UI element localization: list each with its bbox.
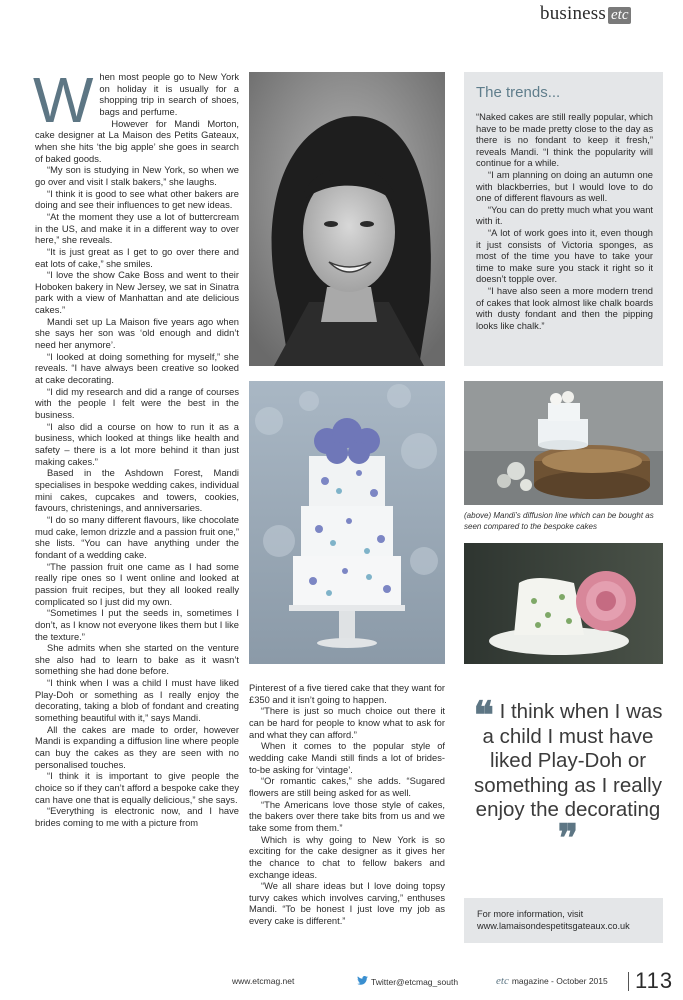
etc-logo: etc: [608, 7, 631, 24]
page-footer: [0, 970, 683, 994]
paragraph: “It is just great as I get to go over there and eat lots of cake,” she smiles.: [35, 246, 239, 269]
paragraph: “The Americans love those style of cakes, the bakers over there take bits from us and we take some from them.”: [249, 799, 445, 833]
paragraph: However for Mandi Morton, cake designer at La Maison des Petits Gateaux, when she hits ‘the big apple’ she goes in search of baked goods.: [35, 118, 239, 164]
article-column-2: [249, 683, 445, 928]
etc-logo-small: etc: [496, 975, 509, 987]
close-quote-icon: ❞: [557, 817, 579, 860]
paragraph: Pinterest of a five tiered cake that they want for £350 and it isn’t going to happen.: [249, 683, 445, 705]
twitter-bird-icon: [357, 976, 368, 987]
paragraph: “You can do pretty much what you want with it.: [476, 204, 653, 227]
article-column-1: [33, 64, 239, 830]
drop-cap: W: [33, 64, 94, 136]
paragraph: “Or romantic cakes,” she adds. “Sugared flowers are still being asked for as well.: [249, 776, 445, 798]
section-brand: [540, 4, 631, 24]
paragraph: “A lot of work goes into it, even though it just consists of Victoria sponges, as most of the time you have to take your time to make sure you stack it right so it doesn’t topple over.: [476, 227, 653, 285]
paragraph: Based in the Ashdown Forest, Mandi specialises in bespoke wedding cakes, individual mini cakes, cupcakes and towers, cookies, favours, christenings, and anniversaries.: [35, 468, 239, 514]
twitter-link[interactable]: [357, 976, 458, 987]
paragraph: Which is why going to New York is so exciting for the cake designer as it gives her the chance to chat to fellow bakers and exchange ideas.: [249, 834, 445, 880]
open-quote-icon: ❝: [473, 695, 494, 737]
paragraph: “There is just so much choice out there it can be hard for people to know what to ask for and what they can afford.”: [249, 706, 445, 740]
teacup-flower-photo: [464, 543, 663, 664]
pull-quote-text: I think when I was a child I must have liked Play-Doh or something as I really enjoy the decorating: [473, 700, 663, 821]
paragraph: “I am planning on doing an autumn one with blackberries, but I would love to do one of different flavours as well.: [476, 169, 653, 204]
paragraph: “My son is studying in New York, so when we go over and visit I stalk bakers,” she laughs.: [35, 165, 239, 187]
lead-paragraph: When most people go to New York on holiday it is usually for a shopping trip in search of shoes, bags and perfume.: [33, 64, 239, 136]
section-title: business: [540, 3, 606, 24]
portrait-photo: [249, 72, 445, 366]
paragraph: “I have also seen a more modern trend of cakes that look almost like chalk boards with dusty fondant and then the pipping looks like chalk.”: [476, 285, 653, 331]
paragraph: “At the moment they use a lot of buttercream in the US, and make it in a different way to over here,” she reveals.: [35, 211, 239, 246]
info-link[interactable]: www.lamaisondespetitsgateaux.co.uk: [477, 920, 630, 931]
paragraph: Mandi set up La Maison five years ago when she says her son was ‘old enough and didn’t need her anymore’.: [35, 316, 239, 351]
photo-caption: (above) Mandi’s diffusion line which can be bought as seen compared to the bespoke cakes: [464, 511, 654, 531]
paragraph: “I think when I was a child I must have liked Play-Doh or something as I really enjoy the decorating, taking a blob of fondant and creating something beautiful with it,” says Mandi.: [35, 678, 239, 724]
issue-info: [496, 975, 608, 987]
paragraph: “I love the show Cake Boss and went to their Hoboken bakery in New Jersey, we sat in Sinatra park with a view of Manhattan and ate delicious cakes.”: [35, 270, 239, 316]
paragraph: “I think it is important to give people the choice so if they can’t afford a bespoke cake they can have one that is equally delicious,” she says.: [35, 771, 239, 805]
paragraph: “Everything is electronic now, and I have brides coming to me with a picture from: [35, 806, 239, 828]
paragraph: “I also did a course on how to run it as a business, which looked at things like health and safety – there is a lot more behind it than just making cakes.”: [35, 421, 239, 467]
page-number: 113: [635, 968, 674, 993]
paragraph: “I think it is good to see what other bakers are doing and see their influences to get new ideas.: [35, 188, 239, 211]
paragraph: “We all share ideas but I love doing topsy turvy cakes which involves carving,” enthuses Mandi. “To be honest I just love my job as every cake is different.”: [249, 881, 445, 927]
trends-box: [464, 72, 663, 366]
paragraph: “The passion fruit one came as I had some really ripe ones so I went online and looked at passion fruit recipes, but they all looked really complicated so I just did my own.: [35, 561, 239, 607]
twitter-handle: Twitter@etcmag_south: [371, 976, 459, 987]
website-link[interactable]: www.etcmag.net: [232, 976, 295, 986]
tiered-cake-photo: [249, 381, 445, 664]
paragraph: “I did my research and did a range of courses with the people I felt were the best in the business.: [35, 386, 239, 421]
paragraph: “Sometimes I put the seeds in, sometimes I don’t, as I know not everyone likes them but I like the texture.”: [35, 608, 239, 642]
diffusion-cake-photo: [464, 381, 663, 505]
trends-body: [476, 112, 653, 332]
paragraph: “I do so many different flavours, like chocolate mud cake, lemon drizzle and a passion fruit one,” she lists. “You can have anything under the fondant of a wedding cake.: [35, 514, 239, 560]
paragraph: “I looked at doing something for myself,” she reveals. “I have always been creative so looked at cake decorating.: [35, 351, 239, 386]
pull-quote: [468, 695, 668, 860]
info-text: For more information, visit: [477, 909, 584, 919]
issue-date: magazine - October 2015: [511, 976, 608, 986]
info-box: [464, 898, 663, 943]
trends-title: The trends...: [476, 84, 561, 101]
paragraph: All the cakes are made to order, however Mandi is expanding a diffusion line where people can buy the cakes as they are seen with no personalised touches.: [35, 724, 239, 770]
paragraph: “Naked cakes are still really popular, which have to be made pretty close to the day as there is no fondant to keep it fresh,” reveals Mandi. “I think the popularity will continue for a while.: [476, 112, 653, 169]
divider: [628, 972, 629, 991]
paragraph: She admits when she started on the venture she also had to learn to bake as it wasn’t something she had done before.: [35, 643, 239, 677]
paragraph: When it comes to the popular style of wedding cake Mandi still finds a lot of brides-to-be asking for ‘vintage’.: [249, 741, 445, 775]
